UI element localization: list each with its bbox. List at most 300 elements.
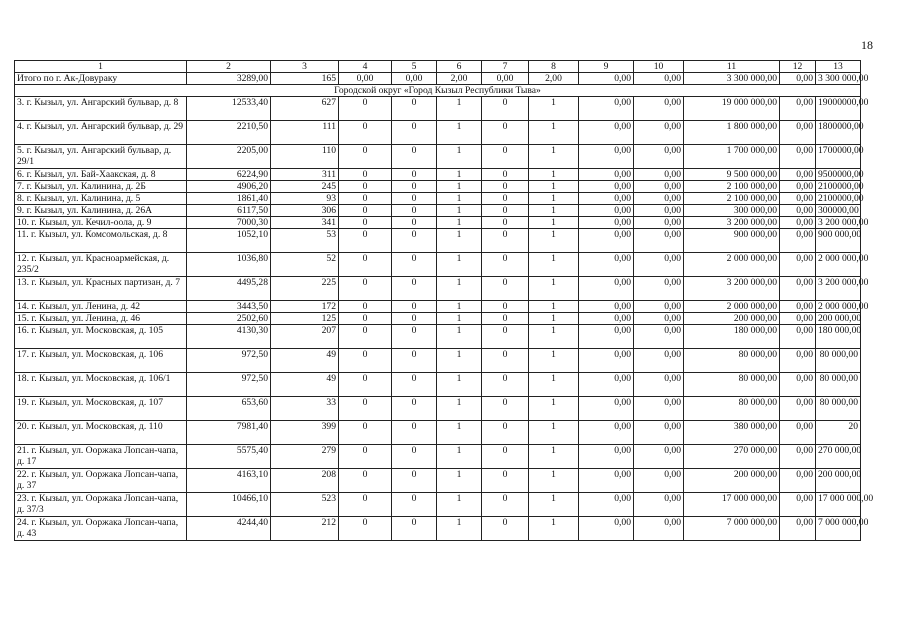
value-cell: 1 bbox=[529, 97, 579, 121]
value-cell: 0 bbox=[482, 469, 529, 493]
value-cell: 0,00 bbox=[634, 277, 684, 301]
value-cell: 0 bbox=[392, 445, 437, 469]
value-cell: 1052,10 bbox=[187, 229, 271, 253]
value-cell: 1 bbox=[437, 217, 482, 229]
value-cell: 0 bbox=[392, 397, 437, 421]
value-cell: 0,00 bbox=[579, 517, 634, 541]
value-cell: 0,00 bbox=[579, 349, 634, 373]
value-cell: 93 bbox=[271, 193, 339, 205]
value-cell: 0,00 bbox=[579, 313, 634, 325]
address-cell: 22. г. Кызыл, ул. Ооржака Лопсан-чапа, д. 37 bbox=[15, 469, 187, 493]
address-cell: 24. г. Кызыл, ул. Ооржака Лопсан-чапа, д. 43 bbox=[15, 517, 187, 541]
value-cell: 0,00 bbox=[579, 421, 634, 445]
value-cell: 0,00 bbox=[780, 301, 816, 313]
address-cell: 8. г. Кызыл, ул. Калинина, д. 5 bbox=[15, 193, 187, 205]
value-cell: 279 bbox=[271, 445, 339, 469]
table-row bbox=[15, 445, 861, 469]
value-cell: 0,00 bbox=[780, 445, 816, 469]
value-cell: 9500000,00 bbox=[816, 169, 861, 181]
table-row bbox=[15, 517, 861, 541]
value-cell: 17 000 000,00 bbox=[684, 493, 780, 517]
value-cell: 900 000,00 bbox=[816, 229, 861, 253]
value-cell: 0,00 bbox=[634, 229, 684, 253]
table-row bbox=[15, 325, 861, 349]
address-cell: 12. г. Кызыл, ул. Красноармейская, д. 235/2 bbox=[15, 253, 187, 277]
value-cell: 0,00 bbox=[634, 121, 684, 145]
table-body bbox=[15, 61, 874, 541]
value-cell: 0,00 bbox=[780, 349, 816, 373]
address-cell: Итого по г. Ак-Довураку bbox=[15, 73, 187, 85]
value-cell: 0,00 bbox=[579, 493, 634, 517]
table-row bbox=[15, 253, 861, 277]
value-cell: 0 bbox=[482, 445, 529, 469]
value-cell: 1036,80 bbox=[187, 253, 271, 277]
value-cell: 0,00 bbox=[634, 217, 684, 229]
value-cell: 0,00 bbox=[780, 205, 816, 217]
value-cell: 0 bbox=[392, 169, 437, 181]
page-number: 18 bbox=[861, 38, 873, 52]
header-cell: 10 bbox=[634, 61, 684, 73]
address-cell: 4. г. Кызыл, ул. Ангарский бульвар, д. 29 bbox=[15, 121, 187, 145]
value-cell: 0 bbox=[339, 313, 392, 325]
value-cell: 0 bbox=[392, 277, 437, 301]
value-cell: 0 bbox=[482, 217, 529, 229]
table-row bbox=[15, 301, 861, 313]
value-cell: 17 000 000,00 bbox=[816, 493, 861, 517]
value-cell: 0 bbox=[482, 181, 529, 193]
value-cell: 33 bbox=[271, 397, 339, 421]
value-cell: 1 bbox=[529, 229, 579, 253]
value-cell: 180 000,00 bbox=[816, 325, 861, 349]
value-cell: 0,00 bbox=[780, 121, 816, 145]
value-cell: 0 bbox=[482, 421, 529, 445]
value-cell: 0 bbox=[339, 493, 392, 517]
value-cell: 0 bbox=[482, 373, 529, 397]
value-cell: 0,00 bbox=[634, 493, 684, 517]
value-cell: 1 bbox=[529, 301, 579, 313]
value-cell: 1 bbox=[529, 517, 579, 541]
address-cell: 10. г. Кызыл, ул. Кечил-оола, д. 9 bbox=[15, 217, 187, 229]
value-cell: 1 bbox=[529, 469, 579, 493]
address-cell: 3. г. Кызыл, ул. Ангарский бульвар, д. 8 bbox=[15, 97, 187, 121]
value-cell: 4495,28 bbox=[187, 277, 271, 301]
value-cell: 0,00 bbox=[780, 313, 816, 325]
value-cell: 0,00 bbox=[780, 277, 816, 301]
value-cell: 306 bbox=[271, 205, 339, 217]
value-cell: 0,00 bbox=[780, 73, 816, 85]
value-cell: 1800000,00 bbox=[816, 121, 861, 145]
value-cell: 1 bbox=[437, 493, 482, 517]
value-cell: 0 bbox=[482, 193, 529, 205]
value-cell: 0 bbox=[482, 97, 529, 121]
section-row bbox=[15, 85, 861, 97]
value-cell: 0,00 bbox=[634, 517, 684, 541]
value-cell: 1 bbox=[437, 469, 482, 493]
address-cell: 18. г. Кызыл, ул. Московская, д. 106/1 bbox=[15, 373, 187, 397]
value-cell: 19000000,00 bbox=[816, 97, 861, 121]
value-cell: 0,00 bbox=[579, 169, 634, 181]
value-cell: 2205,00 bbox=[187, 145, 271, 169]
value-cell: 200 000,00 bbox=[816, 469, 861, 493]
table-row bbox=[15, 493, 861, 517]
value-cell: 208 bbox=[271, 469, 339, 493]
value-cell: 1 bbox=[529, 421, 579, 445]
value-cell: 0 bbox=[339, 397, 392, 421]
value-cell: 0,00 bbox=[579, 193, 634, 205]
value-cell: 300000,00 bbox=[816, 205, 861, 217]
value-cell: 1 700 000,00 bbox=[684, 145, 780, 169]
value-cell: 0,00 bbox=[579, 373, 634, 397]
value-cell: 0,00 bbox=[579, 277, 634, 301]
table-row bbox=[15, 205, 861, 217]
header-cell: 1 bbox=[15, 61, 187, 73]
value-cell: 80 000,00 bbox=[684, 349, 780, 373]
value-cell: 49 bbox=[271, 373, 339, 397]
value-cell: 111 bbox=[271, 121, 339, 145]
value-cell: 0,00 bbox=[780, 325, 816, 349]
value-cell: 1 bbox=[437, 253, 482, 277]
value-cell: 1 bbox=[437, 205, 482, 217]
value-cell: 0,00 bbox=[579, 469, 634, 493]
value-cell: 2100000,00 bbox=[816, 193, 861, 205]
value-cell: 2 000 000,00 bbox=[816, 301, 861, 313]
value-cell: 1 bbox=[437, 169, 482, 181]
table-row bbox=[15, 121, 861, 145]
value-cell: 523 bbox=[271, 493, 339, 517]
value-cell: 200 000,00 bbox=[684, 469, 780, 493]
value-cell: 0 bbox=[339, 205, 392, 217]
value-cell: 0 bbox=[482, 121, 529, 145]
header-cell: 4 bbox=[339, 61, 392, 73]
table-row bbox=[15, 469, 861, 493]
table-row bbox=[15, 145, 861, 169]
value-cell: 0,00 bbox=[579, 325, 634, 349]
value-cell: 0 bbox=[339, 469, 392, 493]
table-row bbox=[15, 193, 861, 205]
value-cell: 1 bbox=[437, 517, 482, 541]
value-cell: 653,60 bbox=[187, 397, 271, 421]
address-cell: 15. г. Кызыл, ул. Ленина, д. 46 bbox=[15, 313, 187, 325]
value-cell: 1 bbox=[529, 277, 579, 301]
value-cell: 0,00 bbox=[780, 193, 816, 205]
value-cell: 0,00 bbox=[634, 205, 684, 217]
value-cell: 0 bbox=[392, 193, 437, 205]
value-cell: 0,00 bbox=[579, 73, 634, 85]
value-cell: 0,00 bbox=[634, 97, 684, 121]
table-row bbox=[15, 73, 861, 85]
value-cell: 0 bbox=[392, 517, 437, 541]
header-cell: 12 bbox=[780, 61, 816, 73]
value-cell: 1 bbox=[529, 493, 579, 517]
value-cell: 0 bbox=[482, 253, 529, 277]
value-cell: 0,00 bbox=[634, 301, 684, 313]
value-cell: 0,00 bbox=[579, 229, 634, 253]
value-cell: 0,00 bbox=[780, 229, 816, 253]
value-cell: 0,00 bbox=[634, 349, 684, 373]
value-cell: 0 bbox=[392, 325, 437, 349]
value-cell: 0 bbox=[482, 229, 529, 253]
value-cell: 0 bbox=[392, 205, 437, 217]
value-cell: 0,00 bbox=[780, 145, 816, 169]
value-cell: 0 bbox=[339, 145, 392, 169]
value-cell: 0,00 bbox=[780, 397, 816, 421]
value-cell: 1 bbox=[437, 445, 482, 469]
value-cell: 3 200 000,00 bbox=[684, 277, 780, 301]
value-cell: 0,00 bbox=[339, 73, 392, 85]
table-row bbox=[15, 397, 861, 421]
value-cell: 0 bbox=[339, 373, 392, 397]
value-cell: 0,00 bbox=[579, 445, 634, 469]
value-cell: 0,00 bbox=[780, 253, 816, 277]
value-cell: 19 000 000,00 bbox=[684, 97, 780, 121]
value-cell: 1861,40 bbox=[187, 193, 271, 205]
value-cell: 0,00 bbox=[634, 73, 684, 85]
value-cell: 245 bbox=[271, 181, 339, 193]
table-row bbox=[15, 229, 861, 253]
value-cell: 0,00 bbox=[634, 469, 684, 493]
value-cell: 0,00 bbox=[634, 313, 684, 325]
header-row bbox=[15, 61, 861, 73]
value-cell: 311 bbox=[271, 169, 339, 181]
value-cell: 1 bbox=[529, 181, 579, 193]
value-cell: 0,00 bbox=[579, 253, 634, 277]
value-cell: 2210,50 bbox=[187, 121, 271, 145]
value-cell: 80 000,00 bbox=[816, 349, 861, 373]
value-cell: 0 bbox=[339, 229, 392, 253]
value-cell: 0 bbox=[392, 217, 437, 229]
value-cell: 3289,00 bbox=[187, 73, 271, 85]
table-row bbox=[15, 169, 861, 181]
value-cell: 0,00 bbox=[579, 97, 634, 121]
value-cell: 212 bbox=[271, 517, 339, 541]
value-cell: 0 bbox=[339, 169, 392, 181]
value-cell: 1 bbox=[529, 325, 579, 349]
value-cell: 270 000,00 bbox=[684, 445, 780, 469]
value-cell: 1 bbox=[437, 301, 482, 313]
value-cell: 1 bbox=[529, 145, 579, 169]
value-cell: 1 bbox=[437, 325, 482, 349]
value-cell: 0 bbox=[392, 301, 437, 313]
value-cell: 3443,50 bbox=[187, 301, 271, 313]
value-cell: 0 bbox=[392, 493, 437, 517]
value-cell: 1 bbox=[529, 193, 579, 205]
value-cell: 0,00 bbox=[579, 205, 634, 217]
value-cell: 110 bbox=[271, 145, 339, 169]
value-cell: 0 bbox=[392, 469, 437, 493]
address-cell: 16. г. Кызыл, ул. Московская, д. 105 bbox=[15, 325, 187, 349]
value-cell: 2 000 000,00 bbox=[684, 301, 780, 313]
value-cell: 0,00 bbox=[780, 517, 816, 541]
value-cell: 1 800 000,00 bbox=[684, 121, 780, 145]
table-row bbox=[15, 313, 861, 325]
value-cell: 0 bbox=[482, 301, 529, 313]
value-cell: 972,50 bbox=[187, 349, 271, 373]
value-cell: 0 bbox=[339, 517, 392, 541]
value-cell: 0 bbox=[339, 217, 392, 229]
header-cell: 8 bbox=[529, 61, 579, 73]
value-cell: 0,00 bbox=[579, 217, 634, 229]
value-cell: 53 bbox=[271, 229, 339, 253]
value-cell: 0,00 bbox=[634, 169, 684, 181]
header-cell: 11 bbox=[684, 61, 780, 73]
value-cell: 200 000,00 bbox=[684, 313, 780, 325]
value-cell: 380 000,00 bbox=[684, 421, 780, 445]
value-cell: 1 bbox=[437, 229, 482, 253]
value-cell: 2100000,00 bbox=[816, 181, 861, 193]
value-cell: 3 200 000,00 bbox=[816, 277, 861, 301]
value-cell: 1 bbox=[437, 121, 482, 145]
value-cell: 0,00 bbox=[392, 73, 437, 85]
value-cell: 627 bbox=[271, 97, 339, 121]
value-cell: 1 bbox=[529, 349, 579, 373]
table-row bbox=[15, 181, 861, 193]
value-cell: 2 100 000,00 bbox=[684, 193, 780, 205]
value-cell: 0 bbox=[482, 205, 529, 217]
value-cell: 7 000 000,00 bbox=[684, 517, 780, 541]
value-cell: 3 200 000,00 bbox=[684, 217, 780, 229]
address-cell: 7. г. Кызыл, ул. Калинина, д. 2Б bbox=[15, 181, 187, 193]
section-title: Городской округ «Город Кызыл Республики Тыва» bbox=[15, 85, 861, 97]
value-cell: 300 000,00 bbox=[684, 205, 780, 217]
value-cell: 6224,90 bbox=[187, 169, 271, 181]
value-cell: 165 bbox=[271, 73, 339, 85]
value-cell: 1 bbox=[529, 397, 579, 421]
value-cell: 0,00 bbox=[780, 181, 816, 193]
value-cell: 3 300 000,00 bbox=[816, 73, 861, 85]
data-table bbox=[14, 60, 874, 541]
value-cell: 0 bbox=[339, 97, 392, 121]
address-cell: 19. г. Кызыл, ул. Московская, д. 107 bbox=[15, 397, 187, 421]
value-cell: 0,00 bbox=[634, 193, 684, 205]
value-cell: 4906,20 bbox=[187, 181, 271, 193]
value-cell: 0,00 bbox=[780, 469, 816, 493]
table-row bbox=[15, 349, 861, 373]
value-cell: 0,00 bbox=[634, 325, 684, 349]
header-cell: 9 bbox=[579, 61, 634, 73]
value-cell: 1 bbox=[437, 145, 482, 169]
value-cell: 1 bbox=[529, 253, 579, 277]
address-cell: 9. г. Кызыл, ул. Калинина, д. 26А bbox=[15, 205, 187, 217]
table-row bbox=[15, 97, 861, 121]
value-cell: 0,00 bbox=[634, 397, 684, 421]
value-cell: 1 bbox=[437, 313, 482, 325]
header-cell: 6 bbox=[437, 61, 482, 73]
value-cell: 0,00 bbox=[780, 217, 816, 229]
value-cell: 0,00 bbox=[780, 97, 816, 121]
value-cell: 0 bbox=[392, 121, 437, 145]
address-cell: 13. г. Кызыл, ул. Красных партизан, д. 7 bbox=[15, 277, 187, 301]
value-cell: 0 bbox=[339, 445, 392, 469]
address-cell: 20. г. Кызыл, ул. Московская, д. 110 bbox=[15, 421, 187, 445]
value-cell: 4244,40 bbox=[187, 517, 271, 541]
value-cell: 972,50 bbox=[187, 373, 271, 397]
address-cell: 6. г. Кызыл, ул. Бай-Хаакская, д. 8 bbox=[15, 169, 187, 181]
value-cell: 0 bbox=[339, 253, 392, 277]
value-cell: 125 bbox=[271, 313, 339, 325]
value-cell: 0,00 bbox=[579, 301, 634, 313]
value-cell: 1 bbox=[437, 397, 482, 421]
value-cell: 0 bbox=[392, 349, 437, 373]
value-cell: 2 100 000,00 bbox=[684, 181, 780, 193]
header-cell: 7 bbox=[482, 61, 529, 73]
value-cell: 0 bbox=[339, 121, 392, 145]
value-cell: 0,00 bbox=[634, 373, 684, 397]
value-cell: 4130,30 bbox=[187, 325, 271, 349]
value-cell: 0,00 bbox=[634, 181, 684, 193]
value-cell: 0,00 bbox=[780, 169, 816, 181]
value-cell: 0 bbox=[339, 349, 392, 373]
table-row bbox=[15, 421, 861, 445]
value-cell: 0 bbox=[392, 181, 437, 193]
value-cell: 0 bbox=[392, 229, 437, 253]
value-cell: 2,00 bbox=[529, 73, 579, 85]
value-cell: 1 bbox=[437, 97, 482, 121]
value-cell: 0 bbox=[339, 421, 392, 445]
address-cell: 5. г. Кызыл, ул. Ангарский бульвар, д. 29/1 bbox=[15, 145, 187, 169]
value-cell: 10466,10 bbox=[187, 493, 271, 517]
value-cell: 1 bbox=[437, 181, 482, 193]
value-cell: 0 bbox=[482, 397, 529, 421]
value-cell: 172 bbox=[271, 301, 339, 313]
value-cell: 0 bbox=[392, 253, 437, 277]
value-cell: 341 bbox=[271, 217, 339, 229]
value-cell: 1 bbox=[529, 217, 579, 229]
value-cell: 200 000,00 bbox=[816, 313, 861, 325]
value-cell: 0,00 bbox=[579, 397, 634, 421]
value-cell: 270 000,00 bbox=[816, 445, 861, 469]
value-cell: 7 000 000,00 bbox=[816, 517, 861, 541]
value-cell: 52 bbox=[271, 253, 339, 277]
value-cell: 0,00 bbox=[579, 145, 634, 169]
value-cell: 0 bbox=[392, 421, 437, 445]
value-cell: 0 bbox=[482, 349, 529, 373]
value-cell: 1 bbox=[437, 193, 482, 205]
value-cell: 3 200 000,00 bbox=[816, 217, 861, 229]
value-cell: 225 bbox=[271, 277, 339, 301]
value-cell: 0,00 bbox=[634, 421, 684, 445]
value-cell: 7000,30 bbox=[187, 217, 271, 229]
header-cell: 13 bbox=[816, 61, 861, 73]
value-cell: 2 000 000,00 bbox=[684, 253, 780, 277]
value-cell: 80 000,00 bbox=[816, 373, 861, 397]
address-cell: 23. г. Кызыл, ул. Ооржака Лопсан-чапа, д. 37/3 bbox=[15, 493, 187, 517]
value-cell: 1 bbox=[437, 373, 482, 397]
value-cell: 0,00 bbox=[482, 73, 529, 85]
value-cell: 0 bbox=[392, 373, 437, 397]
address-cell: 11. г. Кызыл, ул. Комсомольская, д. 8 bbox=[15, 229, 187, 253]
value-cell: 4163,10 bbox=[187, 469, 271, 493]
value-cell: 1 bbox=[437, 277, 482, 301]
value-cell: 900 000,00 bbox=[684, 229, 780, 253]
value-cell: 7981,40 bbox=[187, 421, 271, 445]
value-cell: 0 bbox=[482, 277, 529, 301]
value-cell: 1 bbox=[529, 169, 579, 181]
value-cell: 0 bbox=[339, 277, 392, 301]
value-cell: 12533,40 bbox=[187, 97, 271, 121]
value-cell: 20 bbox=[816, 421, 861, 445]
value-cell: 6117,50 bbox=[187, 205, 271, 217]
table-row bbox=[15, 217, 861, 229]
value-cell: 0 bbox=[392, 145, 437, 169]
value-cell: 0,00 bbox=[780, 373, 816, 397]
value-cell: 0,00 bbox=[634, 253, 684, 277]
value-cell: 0 bbox=[339, 325, 392, 349]
value-cell: 0,00 bbox=[780, 493, 816, 517]
header-cell: 3 bbox=[271, 61, 339, 73]
value-cell: 0 bbox=[482, 169, 529, 181]
table-row bbox=[15, 373, 861, 397]
value-cell: 1 bbox=[437, 421, 482, 445]
